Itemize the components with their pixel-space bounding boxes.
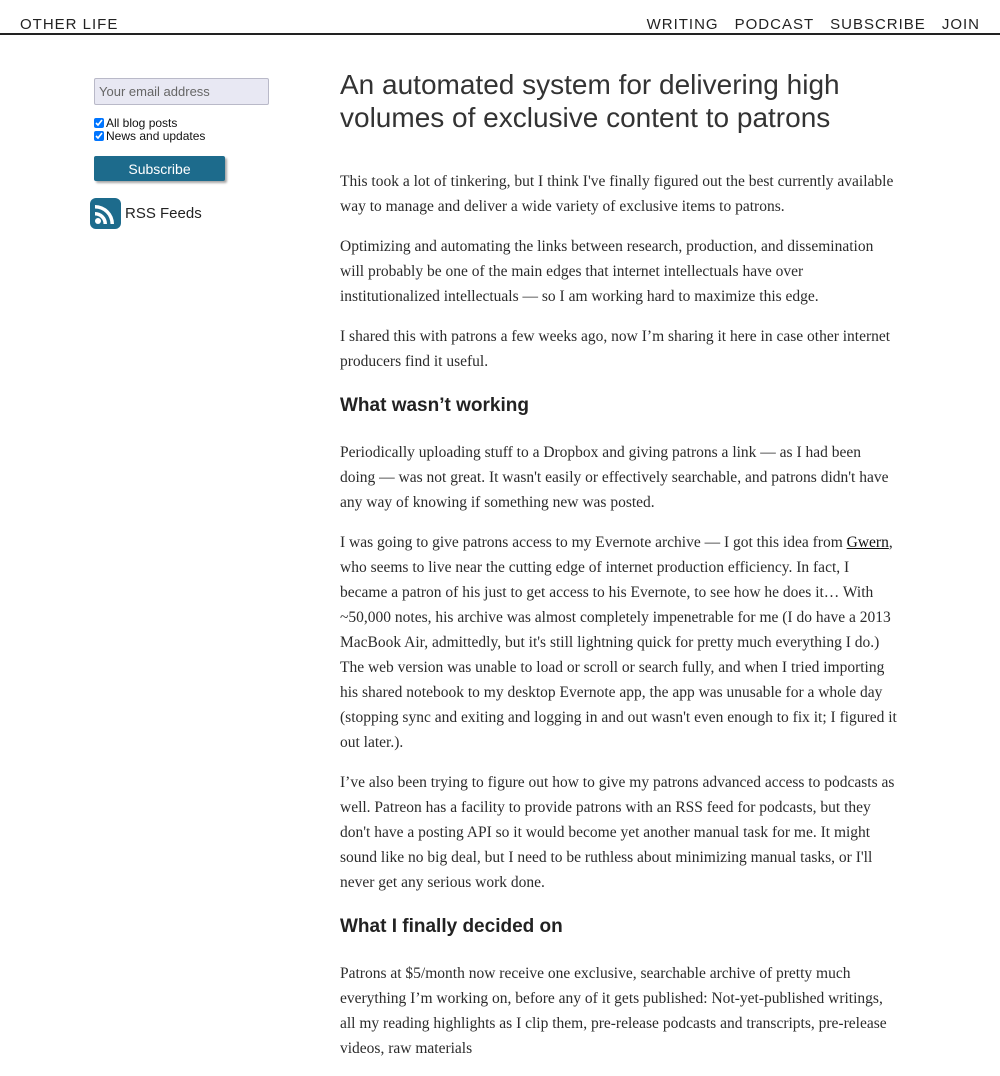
main-nav bbox=[647, 16, 980, 33]
email-input[interactable] bbox=[94, 78, 269, 105]
sidebar bbox=[94, 78, 294, 222]
article-title: An automated system for delivering high volumes of exclusive content to patrons bbox=[340, 69, 840, 133]
news-checkbox[interactable] bbox=[94, 131, 104, 141]
option-all-posts[interactable] bbox=[94, 116, 294, 129]
paragraph-4: Periodically uploading stuff to a Dropbox and giving patrons a link — as I had been doing — was not great. It wasn't easily or effectively searchable, and patrons didn't have any way of knowing if something new was posted. bbox=[340, 444, 889, 511]
subscription-options bbox=[94, 116, 294, 142]
nav-writing[interactable]: WRITING bbox=[646, 16, 719, 33]
rss-label: RSS Feeds bbox=[125, 205, 202, 222]
subscribe-form bbox=[94, 78, 294, 181]
top-bar bbox=[0, 0, 1000, 35]
section-heading-what-i-decided: What I finally decided on bbox=[340, 916, 563, 937]
news-label: News and updates bbox=[106, 128, 206, 143]
rss-feeds-link[interactable] bbox=[90, 198, 202, 229]
gwern-link[interactable]: Gwern bbox=[846, 534, 889, 551]
nav-podcast[interactable]: PODCAST bbox=[734, 16, 815, 33]
all-posts-checkbox[interactable] bbox=[94, 118, 104, 128]
all-posts-label: All blog posts bbox=[106, 115, 178, 130]
paragraph-2: Optimizing and automating the links between research, production, and dissemination will probably be one of the main edges that internet intellectuals have over institutionalized intellectuals — so I am working hard to maximize this edge. bbox=[340, 238, 874, 305]
subscribe-button[interactable]: Subscribe bbox=[94, 156, 225, 181]
nav-subscribe[interactable]: SUBSCRIBE bbox=[830, 16, 926, 33]
article bbox=[340, 68, 900, 1076]
paragraph-1: This took a lot of tinkering, but I think I've finally figured out the best currently available way to manage and deliver a wide variety of exclusive items to patrons. bbox=[340, 173, 894, 215]
nav-join[interactable]: JOIN bbox=[941, 16, 980, 33]
paragraph-3: I shared this with patrons a few weeks ago, now I’m sharing it here in case other internet producers find it useful. bbox=[340, 328, 891, 370]
site-title-link[interactable]: OTHER LIFE bbox=[20, 16, 119, 33]
paragraph-5-text-a: I was going to give patrons access to my Evernote archive — I got this idea from bbox=[340, 534, 847, 551]
paragraph-7: Patrons at $5/month now receive one exclusive, searchable archive of pretty much everything I’m working on, before any of it gets published: Not-yet-published writings, all my reading highlights as I clip them, pre-release podcasts and transcripts, pre-release videos, raw materials bbox=[340, 965, 887, 1057]
paragraph-6: I’ve also been trying to figure out how to give my patrons advanced access to podcasts as well. Patreon has a facility to provide patrons with an RSS feed for podcasts, but they don't have a posting API so it would become yet another manual task for me. It might sound like no big deal, but I need to be ruthless about minimizing manual tasks, or I'll never get any serious work done. bbox=[340, 774, 895, 891]
option-news[interactable] bbox=[94, 129, 294, 142]
paragraph-5-text-b: , who seems to live near the cutting edge of internet production efficiency. In fact, I became a patron of his just to get access to his Evernote, to see how he does it… With ~50,000 notes, his archive was almost completely impenetrable for me (I do have a 2013 MacBook Air, admittedly, but it's still lightning quick for pretty much everything I do.) The web version was unable to load or scroll or search fully, and when I tried importing his shared notebook to my desktop Evernote app, the app was unusable for a whole day (stopping sync and exiting and logging in and out wasn't even enough to fix it; I figured it out later.). bbox=[340, 534, 897, 751]
paragraph-5 bbox=[340, 530, 900, 755]
rss-icon bbox=[90, 198, 121, 229]
section-heading-what-wasnt-working: What wasn’t working bbox=[340, 395, 529, 416]
